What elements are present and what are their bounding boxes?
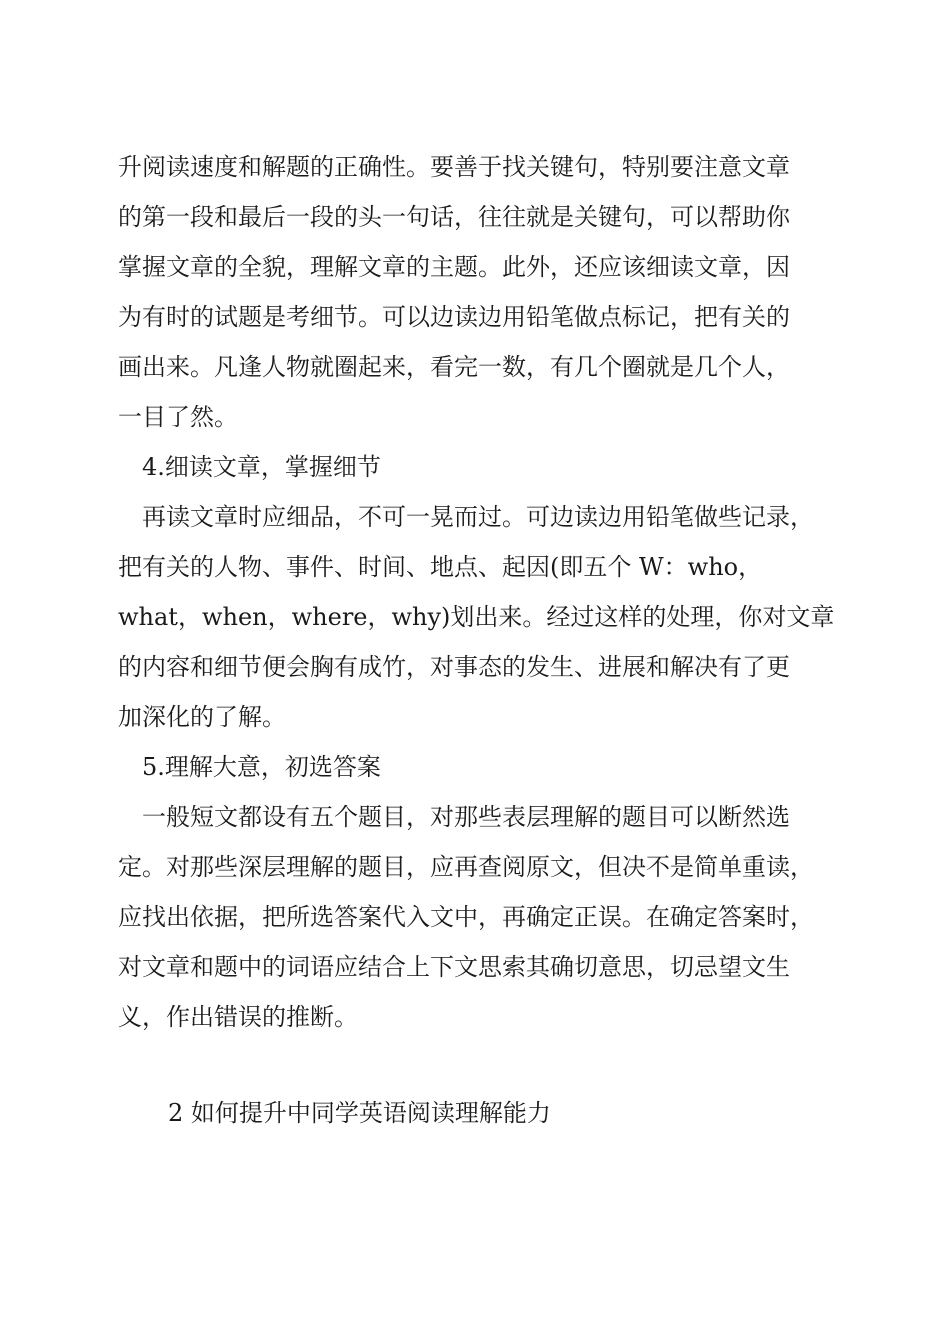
subheading-4: 4.细读文章，掌握细节 [142, 453, 381, 481]
paragraph-line: 把有关的人物、事件、时间、地点、起因(即五个 W：who， [118, 553, 763, 581]
paragraph-line: 应找出依据，把所选答案代入文中，再确定正误。在确定答案时， [118, 903, 814, 931]
paragraph-line: 义，作出错误的推断。 [118, 1003, 358, 1031]
paragraph-line: 掌握文章的全貌，理解文章的主题。此外，还应该细读文章，因 [118, 253, 790, 281]
section-title: 2 如何提升中同学英语阅读理解能力 [168, 1099, 551, 1127]
paragraph-line: 画出来。凡逢人物就圈起来，看完一数，有几个圈就是几个人， [118, 353, 790, 381]
paragraph-line: 再读文章时应细品，不可一晃而过。可边读边用铅笔做些记录， [142, 503, 814, 531]
paragraph-line: 一般短文都设有五个题目，对那些表层理解的题目可以断然选 [142, 803, 790, 831]
paragraph-line: 为有时的试题是考细节。可以边读边用铅笔做点标记，把有关的 [118, 303, 790, 331]
paragraph-line: 定。对那些深层理解的题目，应再查阅原文，但决不是简单重读， [118, 853, 814, 881]
paragraph-line: what，when，where，why)划出来。经过这样的处理，你对文章 [118, 603, 835, 631]
paragraph-line: 加深化的了解。 [118, 703, 286, 731]
paragraph-line: 一目了然。 [118, 403, 238, 431]
paragraph-line: 的内容和细节便会胸有成竹，对事态的发生、进展和解决有了更 [118, 653, 790, 681]
paragraph-line: 的第一段和最后一段的头一句话，往往就是关键句，可以帮助你 [118, 203, 790, 231]
subheading-5: 5.理解大意，初选答案 [142, 753, 381, 781]
paragraph-line: 升阅读速度和解题的正确性。要善于找关键句，特别要注意文章 [118, 153, 790, 181]
paragraph-line: 对文章和题中的词语应结合上下文思索其确切意思，切忌望文生 [118, 953, 790, 981]
